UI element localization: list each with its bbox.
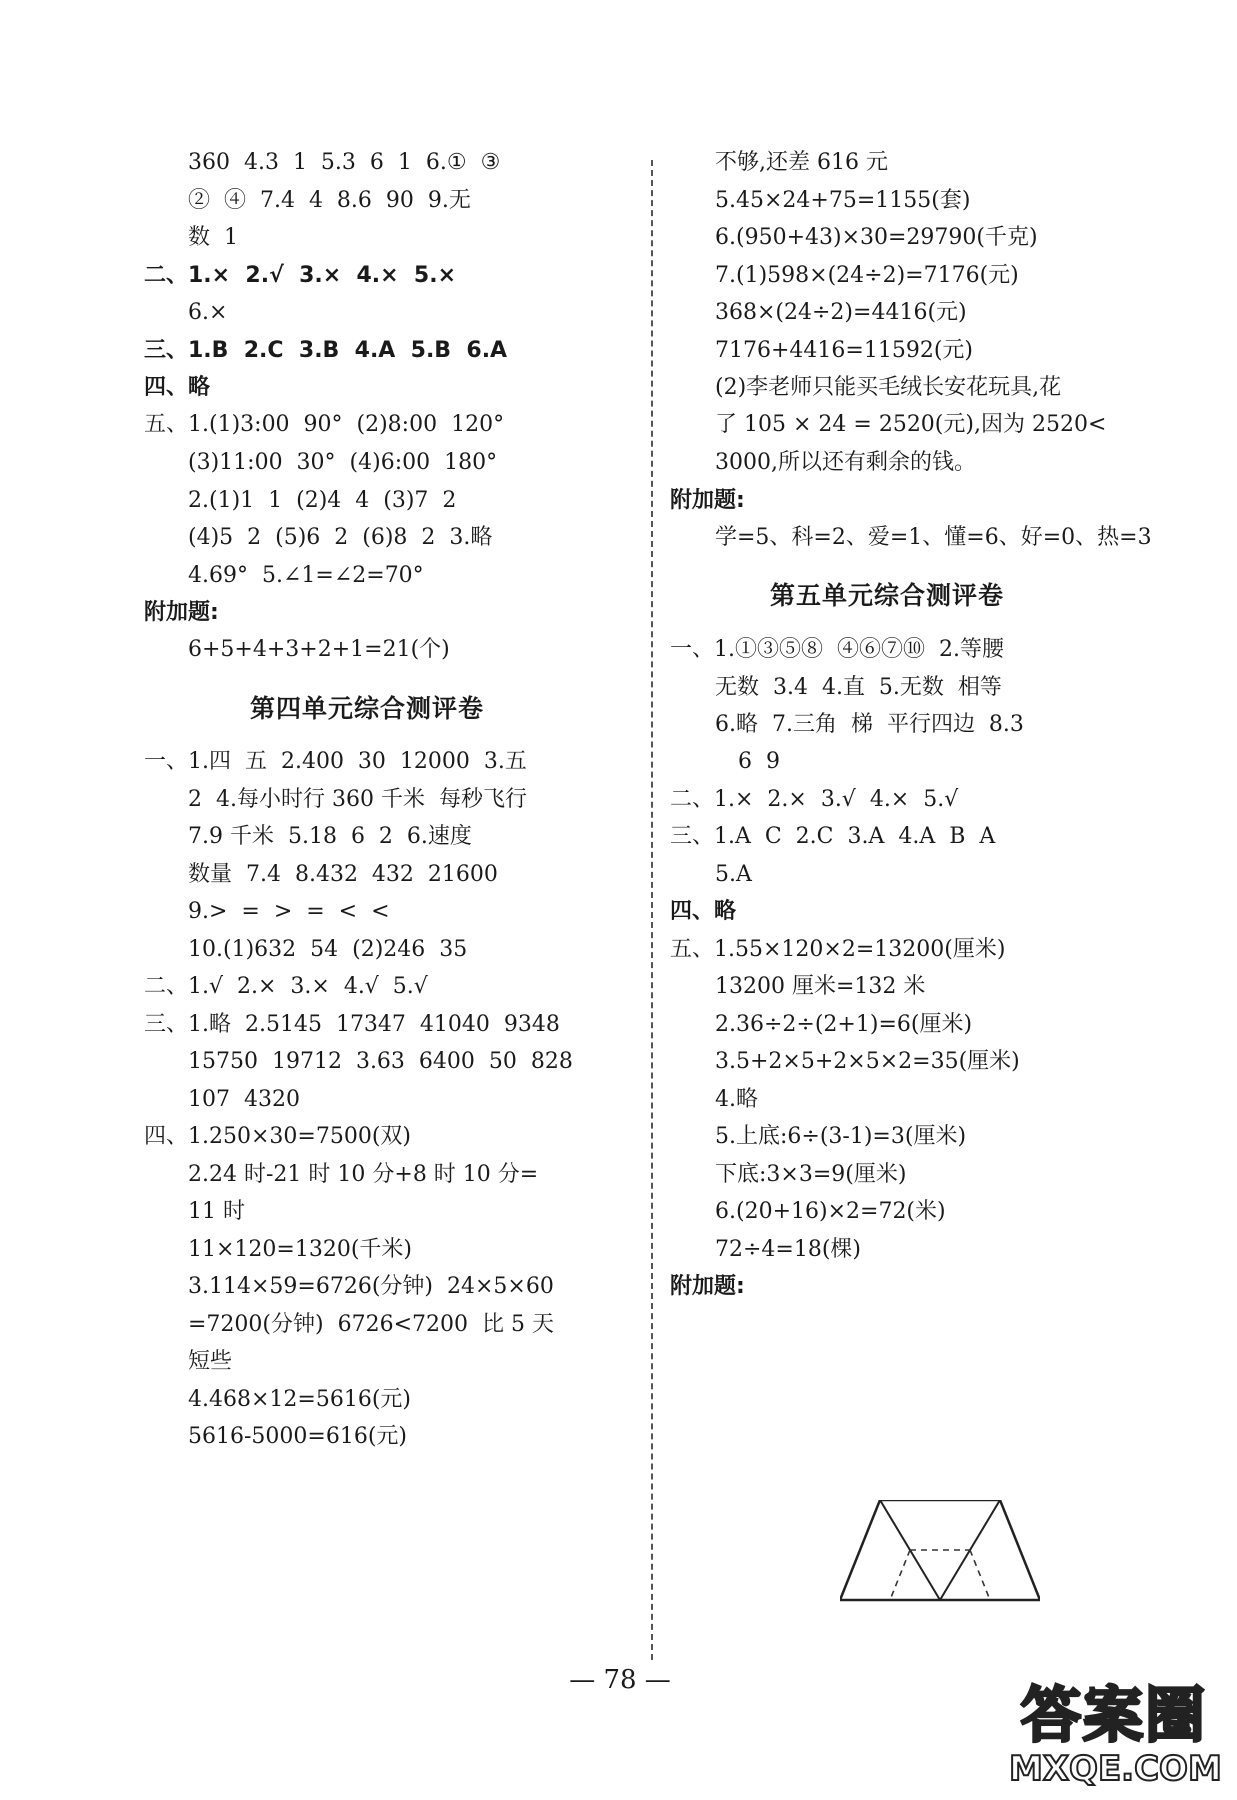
answer-line: 11×120=1320(千米)	[188, 1237, 413, 1262]
answer-line: 368×(24÷2)=4416(元)	[715, 300, 967, 325]
answer-line: 2 4.每小时行 360 千米 每秒飞行	[188, 787, 527, 812]
dashed-left	[890, 1550, 910, 1600]
watermark-logo	[1009, 1681, 1222, 1790]
answer-line: 三、1.略 2.5145 17347 41040 9348	[144, 1012, 560, 1037]
answer-line: 5.上底:6÷(3-1)=3(厘米)	[715, 1124, 967, 1149]
dashed-right	[970, 1550, 990, 1600]
answer-line: 学=5、科=2、爱=1、懂=6、好=0、热=3	[715, 525, 1152, 550]
answer-line: 7176+4416=11592(元)	[715, 338, 973, 363]
answer-line: 10.(1)632 54 (2)246 35	[188, 937, 468, 962]
answer-line: 5.A	[715, 862, 752, 887]
answer-line: 360 4.3 1 5.3 6 1 6.① ③	[188, 150, 501, 175]
answer-line: 13200 厘米=132 米	[715, 974, 926, 999]
answer-line: 无数 3.4 4.直 5.无数 相等	[715, 675, 1002, 700]
answer-line: 一、1.①③⑤⑧ ④⑥⑦⑩ 2.等腰	[670, 637, 1004, 662]
answer-line: 短些	[188, 1349, 233, 1374]
answer-line: 二、1.× 2.√ 3.× 4.× 5.×	[144, 263, 457, 288]
answer-line: 三、1.B 2.C 3.B 4.A 5.B 6.A	[144, 338, 508, 363]
answer-line: (2)李老师只能买毛绒长安花玩具,花	[715, 375, 1062, 400]
answer-line: 4.略	[715, 1087, 758, 1112]
answer-line: 72÷4=18(棵)	[715, 1237, 862, 1262]
answer-line: 二、1.√ 2.× 3.× 4.√ 5.√	[144, 974, 428, 999]
trapezoid-outline	[840, 1500, 1040, 1600]
answer-line: 4.468×12=5616(元)	[188, 1387, 411, 1412]
answer-line: 2.36÷2÷(2+1)=6(厘米)	[715, 1012, 973, 1037]
answer-line: 3.114×59=6726(分钟) 24×5×60	[188, 1274, 554, 1299]
answer-line: 五、1.55×120×2=13200(厘米)	[670, 937, 1006, 962]
answer-line: 2.(1)1 1 (2)4 4 (3)7 2	[188, 488, 457, 513]
section-title: 第五单元综合测评卷	[770, 581, 1005, 610]
answer-line: 11 时	[188, 1199, 245, 1224]
answer-line: 五、1.(1)3:00 90° (2)8:00 120°	[144, 412, 505, 437]
bonus-heading: 附加题:	[670, 1274, 745, 1299]
answer-line: 3.5+2×5+2×5×2=35(厘米)	[715, 1049, 1020, 1074]
bonus-heading: 附加题:	[144, 600, 219, 625]
answer-line: 了 105 × 24 = 2520(元),因为 2520<	[715, 412, 1107, 437]
answer-line: 5616-5000=616(元)	[188, 1424, 408, 1449]
watermark-url: MXQE.COM	[1009, 1749, 1222, 1789]
answer-line: 5.45×24+75=1155(套)	[715, 188, 971, 213]
answer-line: 4.69° 5.∠1=∠2=70°	[188, 563, 424, 588]
answer-line: 15750 19712 3.63 6400 50 828	[188, 1049, 573, 1074]
answer-line: 数 1	[188, 225, 238, 250]
answer-line: (3)11:00 30° (4)6:00 180°	[188, 450, 498, 475]
watermark-text: 答案圈	[1021, 1681, 1207, 1751]
answer-line: 107 4320	[188, 1087, 300, 1112]
answer-line: 四、1.250×30=7500(双)	[144, 1124, 411, 1149]
answer-line: 四、略	[670, 899, 737, 924]
answer-line: 下底:3×3=9(厘米)	[715, 1162, 907, 1187]
bonus-heading: 附加题:	[670, 488, 745, 513]
answer-line: =7200(分钟) 6726<7200 比 5 天	[188, 1312, 554, 1337]
column-divider	[651, 160, 653, 1660]
trapezoid-figure	[840, 1500, 1040, 1610]
answer-line: 6.(950+43)×30=29790(千克)	[715, 225, 1038, 250]
answer-line: 2.24 时-21 时 10 分+8 时 10 分=	[188, 1162, 539, 1187]
answer-line: 9.> = > = < <	[188, 899, 390, 924]
answer-line: 7.(1)598×(24÷2)=7176(元)	[715, 263, 1019, 288]
section-title: 第四单元综合测评卷	[250, 694, 485, 723]
answer-line: (4)5 2 (5)6 2 (6)8 2 3.略	[188, 525, 493, 550]
answer-line: 7.9 千米 5.18 6 2 6.速度	[188, 824, 472, 849]
answer-line: 6+5+4+3+2+1=21(个)	[188, 637, 450, 662]
answer-line: ② ④ 7.4 4 8.6 90 9.无	[188, 188, 471, 213]
answer-line: 6.略 7.三角 梯 平行四边 8.3	[715, 712, 1024, 737]
answer-line: 四、略	[144, 375, 211, 400]
answer-line: 二、1.× 2.× 3.√ 4.× 5.√	[670, 787, 959, 812]
answer-line: 6.(20+16)×2=72(米)	[715, 1199, 946, 1224]
answer-line: 3000,所以还有剩余的钱。	[715, 450, 976, 475]
answer-line: 数量 7.4 8.432 432 21600	[188, 862, 498, 887]
answer-line: 三、1.A C 2.C 3.A 4.A B A	[670, 824, 996, 849]
answer-line: 一、1.四 五 2.400 30 12000 3.五	[144, 749, 527, 774]
answer-line: 不够,还差 616 元	[715, 150, 888, 175]
page-number: — 78 —	[569, 1665, 671, 1695]
answer-line: 6 9	[738, 749, 780, 774]
answer-line: 6.×	[188, 300, 228, 325]
